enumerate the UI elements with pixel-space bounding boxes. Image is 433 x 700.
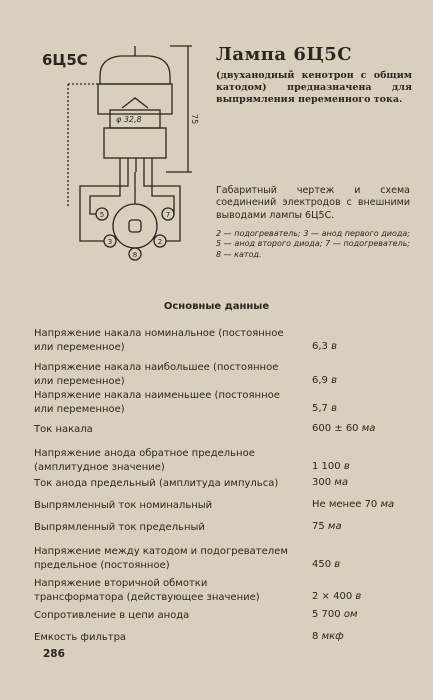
param-value: 6,3 в xyxy=(312,341,337,352)
figure-legend: 2 — подогреватель; 3 — анод первого диода; 5 — анод второго диода; 7 — подогреватель; 8 — катод. xyxy=(216,229,410,259)
diameter-label: φ 32,8 xyxy=(116,115,142,124)
param-value: 2 × 400 в xyxy=(312,591,362,602)
pin-8: 8 xyxy=(132,251,138,259)
param-value: 5,7 в xyxy=(312,403,337,414)
param-label: Сопротивление в цепи анода xyxy=(34,610,190,621)
param-label: Напряжение накала наименьшее (постоянное или переменное) xyxy=(34,390,280,415)
section-title: Основные данные xyxy=(163,301,270,312)
page-title: Лампа 6Ц5С xyxy=(216,44,353,65)
height-label: 75 xyxy=(190,114,199,125)
pin-2: 2 xyxy=(157,238,163,246)
param-label: Емкость фильтра xyxy=(34,632,127,643)
pin-5: 5 xyxy=(99,211,105,219)
param-value: 5 700 ом xyxy=(312,609,358,620)
param-value: 6,9 в xyxy=(312,375,337,386)
param-label: Напряжение накала номинальное (постоянное или переменное) xyxy=(34,328,284,353)
param-label: Напряжение накала наибольшее (постоянное или переменное) xyxy=(34,362,279,387)
pin-3: 3 xyxy=(107,238,113,246)
param-label: Напряжение анода обратное предельное (амплитудное значение) xyxy=(34,448,255,473)
param-label: Выпрямленный ток номинальный xyxy=(34,500,213,511)
pin-7: 7 xyxy=(165,211,171,219)
tube-label: 6Ц5С xyxy=(42,51,88,69)
param-value: 300 ма xyxy=(312,477,348,488)
param-value: Не менее 70 ма xyxy=(312,499,395,510)
param-value: 450 в xyxy=(312,559,341,570)
page-subtitle: (двуханодный кенотрон с общим катодом) предназначена для выпрямления переменного тока. xyxy=(216,70,412,105)
param-label: Напряжение вторичной обмотки трансформатора (действующее значение) xyxy=(34,578,260,603)
param-label: Напряжение между катодом и подогревателем предельное (постоянное) xyxy=(34,546,288,571)
param-label: Ток анода предельный (амплитуда импульса) xyxy=(34,478,279,489)
param-value: 75 ма xyxy=(312,521,342,532)
param-value: 8 мкф xyxy=(312,631,344,642)
param-label: Выпрямленный ток предельный xyxy=(34,522,205,533)
param-label: Ток накала xyxy=(34,424,93,435)
param-value: 1 100 в xyxy=(312,461,350,472)
param-value: 600 ± 60 ма xyxy=(312,423,376,434)
tube-drawing xyxy=(20,36,210,266)
page-number: 286 xyxy=(43,648,65,660)
figure-caption: Габаритный чертеж и схема соединений электродов с внешними выводами лампы 6Ц5С. xyxy=(216,185,410,221)
